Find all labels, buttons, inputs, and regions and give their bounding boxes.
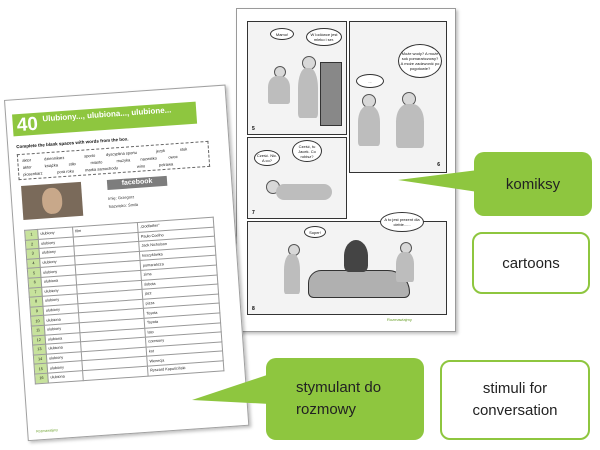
row-label: ulubiony bbox=[40, 256, 76, 268]
word-item: dziennikarz bbox=[44, 154, 65, 162]
row-value: Jack Nicholson bbox=[139, 236, 215, 251]
comic-page-footer: Rozmawiajmy bbox=[387, 317, 412, 322]
row-value: koszykówka bbox=[139, 246, 215, 261]
word-item: miasto bbox=[90, 159, 103, 166]
word-item: marka samochodu bbox=[84, 165, 119, 173]
row-answer[interactable]: film bbox=[73, 222, 139, 236]
fridge-drawing bbox=[320, 62, 342, 126]
comics-callout bbox=[474, 152, 592, 216]
row-value: Wenecja bbox=[147, 351, 223, 366]
facebook-badge: facebook bbox=[107, 176, 168, 190]
bubble-text: A to jest prezent dla ciebie...... bbox=[384, 217, 420, 227]
row-value: czerwony bbox=[145, 332, 221, 347]
word-item: jezyk bbox=[155, 147, 166, 154]
comics-label-pl: komiksy bbox=[505, 175, 561, 193]
character-figure bbox=[358, 106, 380, 146]
row-number: 3 bbox=[26, 249, 40, 259]
row-value: kot bbox=[146, 342, 222, 357]
bubble-text: Cześć, tu Jacek. Co robisz? bbox=[298, 143, 316, 159]
facebook-last-name: Nazwisko: Śmila bbox=[108, 201, 139, 209]
row-label: ulubiony bbox=[42, 294, 78, 306]
comic-panel-6 bbox=[349, 21, 447, 173]
word-item: aktor bbox=[22, 164, 32, 170]
row-label: ulubiony bbox=[47, 361, 83, 373]
word-item: stiło bbox=[68, 161, 76, 167]
word-item: wino bbox=[136, 163, 146, 169]
row-number: 15 bbox=[34, 363, 48, 373]
row-number: 12 bbox=[32, 335, 46, 345]
row-label: ulubiona bbox=[45, 332, 81, 344]
row-value: „Godfather” bbox=[137, 217, 213, 232]
callout-pointer-icon bbox=[192, 374, 270, 414]
speech-bubble bbox=[292, 140, 322, 162]
row-number: 13 bbox=[33, 344, 47, 354]
character-figure bbox=[284, 254, 300, 294]
comic-panel-7 bbox=[247, 137, 347, 219]
bubble-text: Cześć. Nic. A co? bbox=[256, 153, 278, 163]
panel-number: 8 bbox=[252, 306, 255, 312]
word-item: potrawa bbox=[158, 161, 174, 168]
word-item: muzyka bbox=[116, 157, 131, 164]
stimulus-label-en: stimuli for conversation bbox=[472, 380, 558, 419]
row-number: 5 bbox=[27, 268, 41, 278]
row-number: 7 bbox=[29, 287, 43, 297]
row-number: 2 bbox=[25, 239, 39, 249]
row-number: 1 bbox=[25, 229, 39, 239]
car-drawing bbox=[308, 270, 410, 298]
speech-bubble bbox=[356, 74, 384, 88]
row-label: ulubiony bbox=[44, 323, 80, 335]
speech-bubble bbox=[270, 28, 294, 40]
speech-bubble bbox=[380, 212, 424, 232]
callout-pointer-icon bbox=[398, 170, 478, 194]
stimulus-label-pl: stymulant do rozmowy bbox=[296, 379, 382, 418]
word-item: sporto bbox=[83, 152, 96, 159]
bubble-text: ... bbox=[368, 78, 372, 84]
speech-bubble bbox=[398, 44, 442, 78]
speech-bubble bbox=[254, 150, 280, 166]
word-item: książka bbox=[44, 162, 59, 169]
bubble-text: Mamo! bbox=[275, 31, 289, 37]
panel-number: 5 bbox=[252, 126, 255, 132]
row-value: zima bbox=[141, 265, 217, 280]
lesson-header bbox=[12, 102, 197, 137]
row-value: Toyota bbox=[144, 313, 220, 328]
row-number: 8 bbox=[29, 296, 43, 306]
row-value: pomarańcza bbox=[140, 255, 216, 270]
row-number: 4 bbox=[27, 258, 41, 268]
row-value: pizza bbox=[143, 294, 219, 309]
word-item: owoc bbox=[168, 154, 178, 160]
lesson-number: 40 bbox=[16, 113, 39, 137]
row-number: 10 bbox=[31, 316, 45, 326]
profile-photo bbox=[21, 182, 83, 220]
row-value: Paulo Coelho bbox=[138, 227, 214, 242]
panel-number: 7 bbox=[252, 210, 255, 216]
stimulus-callout bbox=[266, 358, 424, 440]
comics-label-en: cartoons bbox=[502, 254, 560, 272]
answer-table bbox=[24, 217, 224, 384]
bubble-text: W lodówce jest mleko i ser. bbox=[310, 32, 338, 42]
panel-number: 6 bbox=[437, 162, 440, 168]
bubble-text: Może wody? A może sok pomarańczowy? A może zadzwonić po pogotowie? bbox=[400, 51, 440, 71]
speech-bubble bbox=[304, 226, 326, 238]
row-label: ulubiony bbox=[39, 246, 75, 258]
cartoons-box bbox=[472, 232, 590, 294]
speech-bubble bbox=[306, 28, 342, 46]
row-value: śobota bbox=[141, 275, 217, 290]
row-label: ulubiony bbox=[46, 351, 82, 363]
character-figure bbox=[268, 76, 290, 104]
row-label: ulubiona bbox=[46, 342, 82, 354]
facebook-first-name: Imię: Grzegorz bbox=[107, 194, 135, 201]
comic-panel-5 bbox=[247, 21, 347, 135]
character-figure bbox=[298, 68, 318, 118]
row-value: jazz bbox=[142, 284, 218, 299]
row-number: 9 bbox=[30, 306, 44, 316]
bubble-text: Super! bbox=[309, 229, 321, 235]
word-item: dyscyplina sportu bbox=[105, 149, 138, 158]
gift-bow-drawing bbox=[344, 240, 368, 272]
row-label: ulubiona bbox=[48, 371, 84, 383]
worksheet-footer: Rozmawiajmy bbox=[36, 428, 59, 434]
row-label: ulubiony bbox=[38, 237, 74, 249]
profile-face bbox=[41, 187, 63, 214]
row-value: Ryszard Kapuściński bbox=[147, 361, 223, 376]
row-label: ulubiony bbox=[40, 265, 76, 277]
lesson-title: Ulubiony..., ulubiona..., ulubione... bbox=[42, 105, 172, 124]
row-number: 14 bbox=[33, 354, 47, 364]
row-label: ulubiona bbox=[44, 313, 80, 325]
character-figure bbox=[396, 104, 424, 148]
word-item: stuk bbox=[179, 146, 188, 152]
character-figure bbox=[396, 252, 414, 282]
character-figure bbox=[276, 184, 332, 200]
word-item: nazwisko bbox=[140, 155, 158, 162]
row-value: lato bbox=[145, 322, 221, 337]
word-item: piosenkarz bbox=[23, 170, 43, 177]
row-number: 16 bbox=[35, 373, 49, 383]
row-value: Toyota bbox=[143, 303, 219, 318]
instruction-text: Complete the blank spaces with words from the box. bbox=[16, 136, 129, 150]
row-label: ulubiony bbox=[43, 304, 79, 316]
row-label: ulubiony bbox=[38, 227, 74, 239]
row-number: 6 bbox=[28, 277, 42, 287]
comic-panel-8 bbox=[247, 217, 447, 315]
stimulus-en-box bbox=[440, 360, 590, 440]
row-label: ulubiona bbox=[41, 275, 77, 287]
word-item: aktor bbox=[22, 157, 32, 163]
word-item: pora roku bbox=[56, 168, 75, 175]
row-label: ulubiony bbox=[42, 284, 78, 296]
row-number: 11 bbox=[31, 325, 45, 335]
